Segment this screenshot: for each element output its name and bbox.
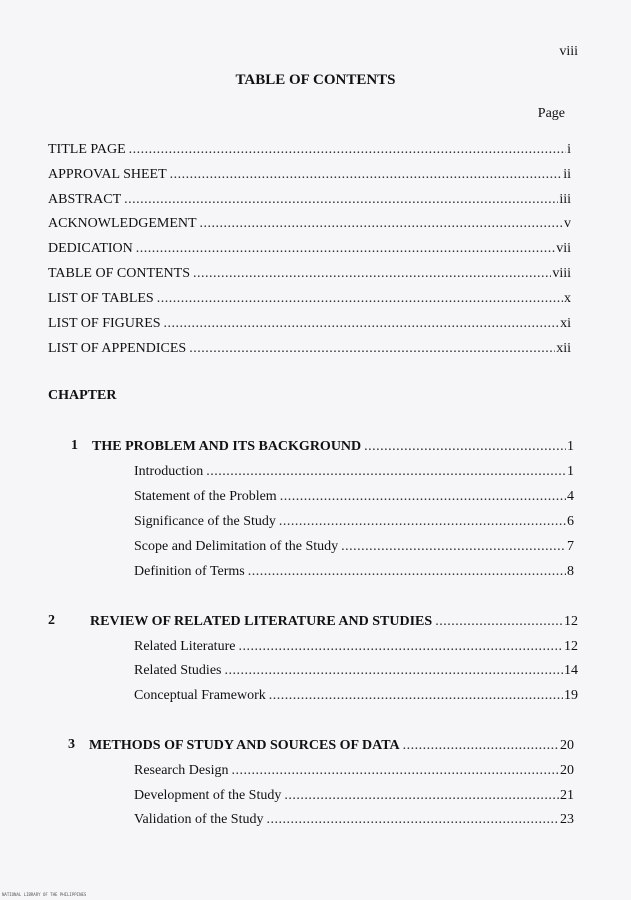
section-related-studies: Related Studies ..... 14 <box>134 662 578 680</box>
section-statement-of-the-problem: Statement of the Problem ..... 4 <box>134 488 574 506</box>
page-number: viii <box>559 44 578 59</box>
toc-entry-dedication: DEDICATION ..... vii <box>48 240 571 258</box>
page-title: TABLE OF CONTENTS <box>235 72 396 88</box>
toc-entry-approval-sheet: APPROVAL SHEET ..... ii <box>48 166 571 184</box>
toc-entry-list-of-figures: LIST OF FIGURES ..... xi <box>48 315 571 333</box>
toc-entry-abstract: ABSTRACT ..... iii <box>48 191 571 209</box>
section-development-of-the-study: Development of the Study ..... 21 <box>134 787 574 805</box>
section-scope-and-delimitation: Scope and Delimitation of the Study ..... 7 <box>134 538 574 556</box>
chapter-3-number: 3 <box>68 737 75 752</box>
chapter-heading: CHAPTER <box>48 388 117 403</box>
section-significance-of-the-study: Significance of the Study ..... 6 <box>134 513 574 531</box>
toc-entry-list-of-tables: LIST OF TABLES ..... x <box>48 290 571 308</box>
toc-entry-list-of-appendices: LIST OF APPENDICES ..... xii <box>48 340 571 358</box>
section-conceptual-framework: Conceptual Framework ..... 19 <box>134 687 578 705</box>
section-related-literature: Related Literature ..... 12 <box>134 638 578 656</box>
toc-entry-table-of-contents: TABLE OF CONTENTS ..... viii <box>48 265 571 283</box>
section-validation-of-the-study: Validation of the Study ..... 23 <box>134 811 574 829</box>
toc-entry-title-page: TITLE PAGE ..... i <box>48 141 571 159</box>
scan-footer: NATIONAL LIBRARY OF THE PHILIPPINES <box>2 892 87 897</box>
chapter-2-title: REVIEW OF RELATED LITERATURE AND STUDIES ..... 12 <box>90 613 578 631</box>
chapter-2-number: 2 <box>48 613 55 628</box>
chapter-1-number: 1 <box>71 438 78 453</box>
page-column-header: Page <box>537 106 565 121</box>
section-research-design: Research Design ..... 20 <box>134 762 574 780</box>
chapter-1-title: THE PROBLEM AND ITS BACKGROUND ..... 1 <box>92 438 574 456</box>
section-definition-of-terms: Definition of Terms ..... 8 <box>134 563 574 581</box>
toc-entry-acknowledgement: ACKNOWLEDGEMENT ..... v <box>48 215 571 233</box>
section-introduction: Introduction ..... 1 <box>134 463 574 481</box>
chapter-3-title: METHODS OF STUDY AND SOURCES OF DATA ..... 20 <box>89 737 574 755</box>
